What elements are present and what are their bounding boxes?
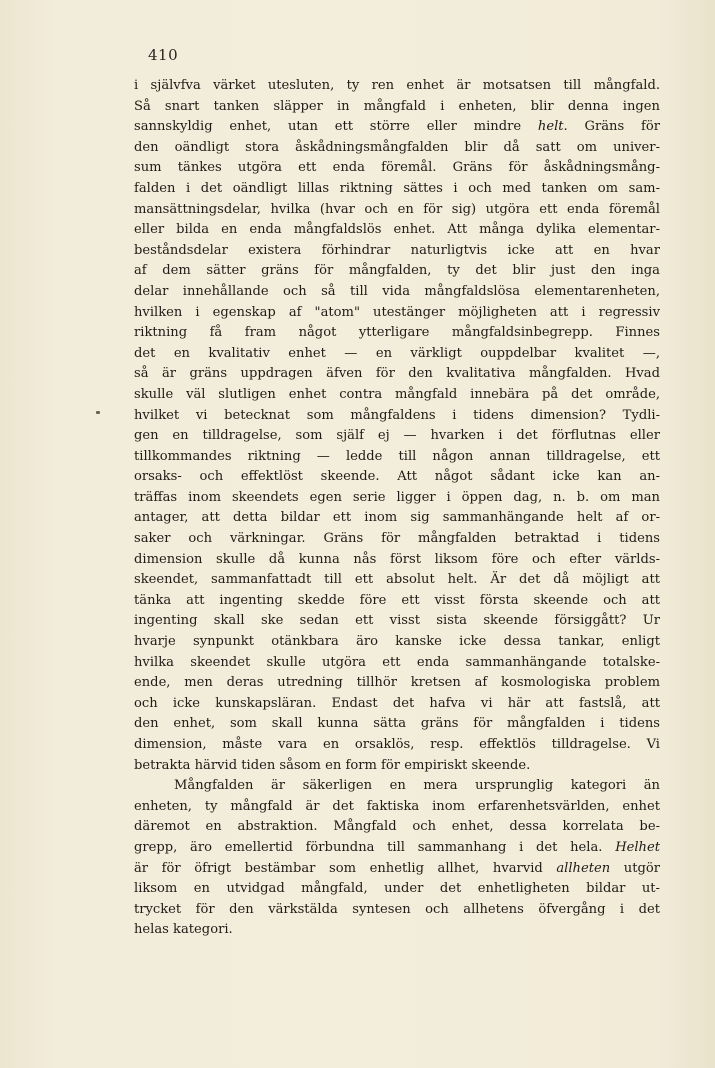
- text-line: sannskyldig enhet, utan ett större eller mindre helt. Gräns för: [134, 119, 660, 135]
- text-line: är för öfrigt bestämbar som enhetlig allhet, hvarvid allheten utgör: [134, 860, 660, 876]
- page-number: 410: [148, 46, 179, 64]
- text-line: mansättningsdelar, hvilka (hvar och en för sig) utgöra ett enda föremål: [134, 201, 660, 217]
- text-line: ingenting skall ske sedan ett visst sista skeende försiggått? Ur: [134, 613, 660, 629]
- paragraph-2: [134, 776, 660, 941]
- body-text: [134, 76, 660, 941]
- text-line: ende, men deras utredning tillhör kretsen af kosmologiska problem: [134, 675, 660, 691]
- text-line: af dem sätter gräns för mångfalden, ty det blir just den inga: [134, 263, 660, 279]
- text-line: hvilket vi betecknat som mångfaldens i tidens dimension? Tydli-: [134, 407, 660, 423]
- paragraph-1: [134, 76, 660, 776]
- margin-mark: [96, 411, 100, 414]
- text-line: hvarje synpunkt otänkbara äro kanske icke dessa tankar, enligt: [134, 634, 660, 650]
- text-line: i självfva värket utesluten, ty ren enhet är motsatsen till mångfald.: [134, 78, 660, 93]
- text-line: Så snart tanken släpper in mångfald i enheten, blir denna ingen: [134, 98, 660, 114]
- text-line: grepp, äro emellertid förbundna till sammanhang i det hela. Helhet: [134, 839, 660, 855]
- text-line: dimension skulle då kunna nås först liksom före och efter världs-: [134, 551, 660, 567]
- text-line: riktning få fram något ytterligare mångfaldsinbegrepp. Finnes: [134, 325, 660, 341]
- text-line: falden i det oändligt lillas riktning sättes i och med tanken om sam-: [134, 180, 660, 196]
- text-line: orsaks- och effektlöst skeende. Att något sådant icke kan an-: [134, 469, 660, 485]
- text-line: betrakta härvid tiden såsom en form för empiriskt skeende.: [134, 757, 531, 773]
- text-line: beståndsdelar existera förhindrar naturligtvis icke att en hvar: [134, 242, 660, 258]
- text-line: skulle väl slutligen enhet contra mångfald innebära på det område,: [134, 386, 660, 402]
- text-line: träffas inom skeendets egen serie ligger i öppen dag, n. b. om man: [134, 489, 660, 505]
- text-line: tänka att ingenting skedde före ett visst första skeende och att: [134, 592, 660, 608]
- text-line: eller bilda en enda mångfaldslös enhet. Att många dylika elementar-: [134, 222, 660, 238]
- italic-word: helt.: [537, 119, 568, 135]
- text-line: det en kvalitativ enhet — en värkligt ouppdelbar kvalitet —,: [134, 345, 660, 361]
- text-line: helas kategori.: [134, 922, 233, 938]
- text-line: hvilka skeendet skulle utgöra ett enda sammanhängande totalske-: [134, 654, 660, 670]
- text-line: trycket för den värkstälda syntesen och allhetens öfvergång i det: [134, 901, 660, 917]
- text-line: tillkommandes riktning — ledde till någon annan tilldragelse, ett: [134, 448, 660, 464]
- italic-word: allheten: [556, 860, 611, 876]
- text-line: saker och värkningar. Gräns för mångfalden betraktad i tidens: [134, 531, 660, 547]
- text-line: däremot en abstraktion. Mångfald och enhet, dessa korrelata be-: [134, 819, 660, 835]
- text-line: den oändligt stora åskådningsmångfalden blir då satt om univer-: [134, 139, 660, 155]
- text-line: antager, att detta bildar ett inom sig sammanhängande helt af or-: [134, 510, 660, 526]
- text-line: skeendet, sammanfattadt till ett absolut helt. Är det då möjligt att: [134, 572, 660, 588]
- text-line: enheten, ty mångfald är det faktiska inom erfarenhetsvärlden, enhet: [134, 798, 660, 814]
- text-line: sum tänkes utgöra ett enda föremål. Gräns för åskådningsmång-: [134, 160, 660, 176]
- text-line: delar innehållande och så till vida mångfaldslösa elementarenheten,: [134, 283, 660, 299]
- text-line: och icke kunskapsläran. Endast det hafva vi här att fastslå, att: [134, 695, 660, 711]
- text-line: så är gräns uppdragen äfven för den kvalitativa mångfalden. Hvad: [134, 366, 660, 382]
- text-line: den enhet, som skall kunna sätta gräns för mångfalden i tidens: [134, 716, 660, 732]
- text-line: Mångfalden är säkerligen en mera ursprunglig kategori än: [174, 778, 660, 794]
- text-line: dimension, måste vara en orsaklös, resp. effektlös tilldragelse. Vi: [134, 737, 660, 752]
- text-line: hvilken i egenskap af "atom" utestänger möjligheten att i regressiv: [134, 304, 660, 320]
- text-line: liksom en utvidgad mångfald, under det enhetligheten bildar ut-: [134, 881, 660, 897]
- italic-word: Helhet: [615, 839, 660, 855]
- text-line: gen en tilldragelse, som själf ej — hvarken i det förflutnas eller: [134, 428, 660, 444]
